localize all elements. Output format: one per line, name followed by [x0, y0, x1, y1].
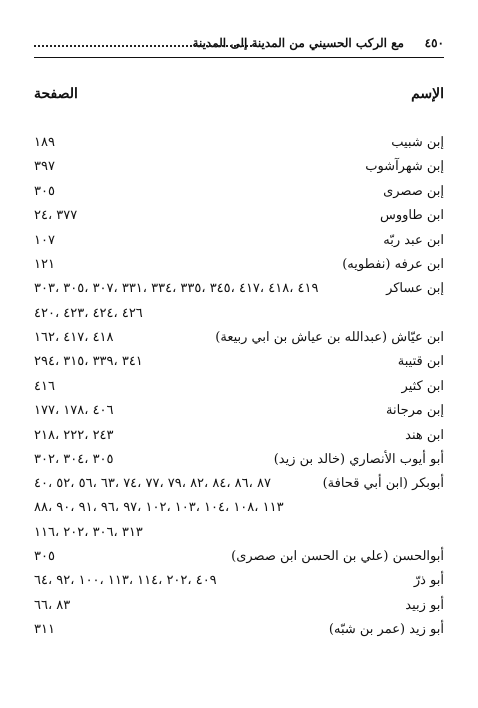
entry-name: إبن عساكر	[386, 281, 444, 296]
entry-name: أبوبكر (ابن أبي قحافة)	[322, 476, 444, 491]
entry-pages: ١٠٧	[34, 233, 55, 248]
entry-pages: ٣٤١ ،٣٣٩ ،٣١٥ ،٢٩٤	[34, 354, 143, 369]
index-entry	[34, 549, 444, 571]
index-entry	[34, 452, 444, 474]
index-entry	[34, 233, 444, 255]
entry-pages: ١٨٩	[34, 135, 55, 150]
entry-name: أبو زيد (عمر بن شبّه)	[328, 622, 444, 637]
entry-pages: ٣٠٥ ،٣٠٤ ،٣٠٢	[34, 452, 114, 467]
index-entry	[34, 257, 444, 279]
entry-pages: ٨٧ ،٨٦ ،٨٤ ،٨٢ ،٧٩ ،٧٧ ،٧٤ ،٦٣ ،٥٦ ،٥٢ ،٤٠	[34, 476, 271, 491]
entry-name: أبو أيوب الأنصاري (خالد بن زيد)	[273, 452, 444, 467]
entry-pages: ٣٧٧ ،٢٤	[34, 208, 78, 223]
entry-pages: ٣١٣ ،٣٠٦ ،٢٠٢ ،١١٦	[34, 525, 143, 540]
entry-name: ابن هند	[405, 428, 444, 443]
index-entry	[34, 159, 444, 181]
entry-pages: ٤١٨ ،٤١٧ ،١٦٢	[34, 330, 114, 345]
index-entry	[34, 476, 444, 498]
index-entry-continuation	[34, 525, 444, 547]
index-entry	[34, 281, 444, 303]
entry-pages: ٢٤٣ ،٢٢٢ ،٢١٨	[34, 428, 114, 443]
index-entry	[34, 428, 444, 450]
entry-pages: ٣٠٥	[34, 549, 55, 564]
index-entry	[34, 573, 444, 595]
entry-name: إبن شبيب	[391, 135, 444, 150]
entry-name: أبو ذرّ	[413, 573, 444, 588]
entry-pages: ٤٠٦ ،١٧٨ ،١٧٧	[34, 403, 114, 418]
entry-pages: ١٢١	[34, 257, 55, 272]
header-rule	[34, 57, 444, 58]
entry-name: أبو زبيد	[405, 598, 444, 613]
index-entry-continuation	[34, 306, 444, 328]
entry-name: ابن قتيبة	[397, 354, 444, 369]
entry-name: ابن عبد ربّه	[383, 233, 444, 248]
entry-name: ابن كثير	[401, 379, 444, 394]
entry-name: إبن مرجانة	[386, 403, 444, 418]
index-entry	[34, 184, 444, 206]
index-entry	[34, 403, 444, 425]
index-entry	[34, 622, 444, 644]
index-entry	[34, 208, 444, 230]
entry-pages: ٣٠٥	[34, 184, 55, 199]
index-entry	[34, 135, 444, 157]
index-entry	[34, 330, 444, 352]
entry-name: أبوالحسن (علي بن الحسن ابن صصرى)	[231, 549, 444, 564]
entry-name: ابن عيّاش (عبدالله بن عياش بن ابي ربيعة)	[215, 330, 444, 345]
index-entry	[34, 379, 444, 401]
column-heading-page: الصفحة	[34, 86, 78, 102]
index-entry	[34, 354, 444, 376]
entry-pages: ٤١٩ ،٤١٨ ،٤١٧ ،٣٤٥ ،٣٣٥ ،٣٣٤ ،٣٣١ ،٣٠٧ ،٣٠٥ ،٣٠٣	[34, 281, 319, 296]
page-number: ٤٥٠	[424, 36, 444, 50]
index-entry-continuation	[34, 500, 444, 522]
entry-pages: ٤٠٩ ،٢٠٢ ،١١٤ ،١١٣ ،١٠٠ ،٩٢ ،٦٤	[34, 573, 217, 588]
entry-pages: ٤١٦	[34, 379, 55, 394]
entry-pages: ٣٩٧	[34, 159, 55, 174]
index-entry	[34, 598, 444, 620]
column-heading-name: الإسم	[411, 86, 444, 102]
entry-pages: ١١٣ ،١٠٨ ،١٠٤ ،١٠٣ ،١٠٢ ،٩٧ ،٩٦ ،٩١ ،٩٠ ،٨٨	[34, 500, 284, 515]
entry-pages: ٨٣ ،٦٦	[34, 598, 71, 613]
running-header	[34, 36, 444, 54]
entry-name: إبن شهرآشوب	[365, 159, 444, 174]
dotted-leader	[34, 45, 256, 47]
running-title: مع الركب الحسيني من المدينة إلى المدينة	[192, 36, 404, 50]
entry-name: إبن صصرى	[383, 184, 444, 199]
entry-pages: ٣١١	[34, 622, 55, 637]
entry-pages: ٤٢٦ ،٤٢٤ ،٤٢٣ ،٤٢٠	[34, 306, 143, 321]
entry-name: ابن عرفه (نفطويه)	[342, 257, 444, 272]
entry-name: ابن طاووس	[380, 208, 444, 223]
